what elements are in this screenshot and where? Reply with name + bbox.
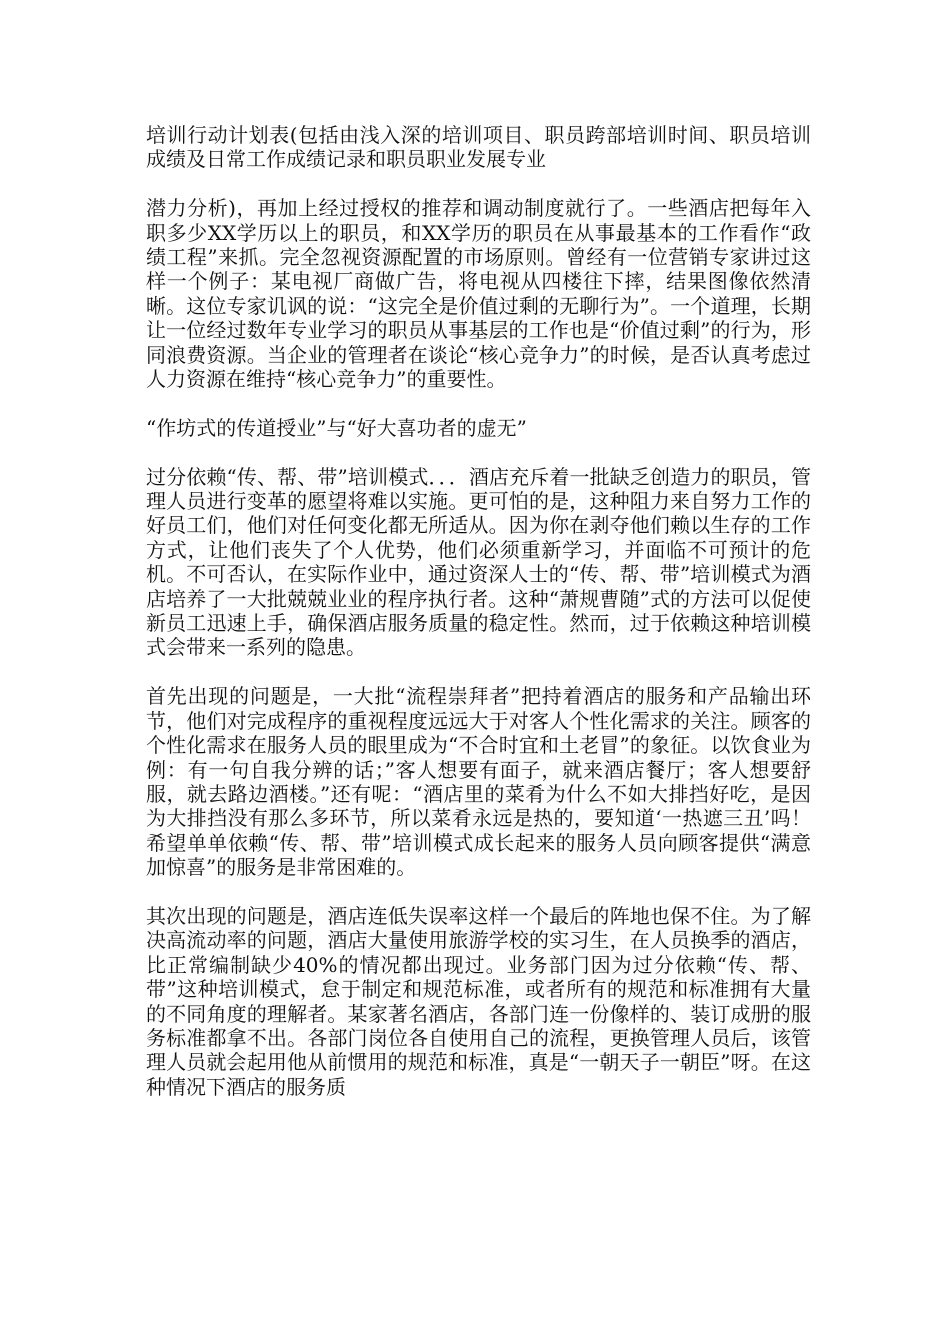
paragraph-first-problem: 首先出现的问题是，一大批“流程崇拜者”把持着酒店的服务和产品输出环节，他们对完成程序的重视程度远远大于对客人个性化需求的关注。顾客的个性化需求在服务人员的眼里成为“不合时宜和土老冒”的象征。以饮食业为例：有一句自我分辨的话；”客人想要有面子，就来酒店餐厅；客人想要舒服，就去路边酒楼。”还有呢：“酒店里的菜肴为什么不如大排挡好吃，是因为大排挡没有那么多环节，所以菜肴永远是热的，要知道‘一热遮三丑’吗！希望单单依赖“传、帮、带”培训模式成长起来的服务人员向顾客提供“满意加惊喜”的服务是非常困难的。 — [146, 684, 811, 880]
paragraph-training-plan: 培训行动计划表(包括由浅入深的培训项目、职员跨部培训时间、职员培训成绩及日常工作成绩记录和职员职业发展专业 — [146, 123, 811, 172]
paragraph-potential-analysis: 潜力分析)，再加上经过授权的推荐和调动制度就行了。一些酒店把每年入职多少XX学历以上的职员，和XX学历的职员在从事最基本的工作看作“政绩工程”来抓。完全忽视资源配置的市场原则。曾经有一位营销专家讲过这样一个例子：某电视厂商做广告，将电视从四楼往下摔，结果图像依然清晰。这位专家讥讽的说：“这完全是价值过剩的无聊行为”。一个道理，长期让一位经过数年专业学习的职员从事基层的工作也是“价值过剩”的行为，形同浪费资源。当企业的管理者在谈论“核心竞争力”的时候，是否认真考虑过人力资源在维持“核心竞争力”的重要性。 — [146, 196, 811, 392]
paragraph-second-problem: 其次出现的问题是，酒店连低失误率这样一个最后的阵地也保不住。为了解决高流动率的问题，酒店大量使用旅游学校的实习生，在人员换季的酒店，比正常编制缺少40%的情况都出现过。业务部门因为过分依赖“传、帮、带”这种培训模式，怠于制定和规范标准，或者所有的规范和标准拥有大量的不同角度的理解者。某家著名酒店，各部门连一份像样的、装订成册的服务标准都拿不出。各部门岗位各自使用自己的流程，更换管理人员后，该管理人员就会起用他从前惯用的规范和标准，真是“一朝天子一朝臣”呀。在这种情况下酒店的服务质 — [146, 903, 811, 1099]
section-heading: “作坊式的传道授业”与“好大喜功者的虚无” — [146, 415, 527, 440]
paragraph-mentoring-model: 过分依赖“传、帮、带”培训模式．．．酒店充斥着一批缺乏创造力的职员，管理人员进行变革的愿望将难以实施。更可怕的是，这种阻力来自努力工作的好员工们，他们对任何变化都无所适从。因为你在剥夺他们赖以生存的工作方式，让他们丧失了个人优势，他们必须重新学习，并面临不可预计的危机。不可否认，在实际作业中，通过资深人士的“传、帮、带”培训模式为酒店培养了一大批兢兢业业的程序执行者。这种“萧规曹随”式的方法可以促使新员工迅速上手，确保酒店服务质量的稳定性。然而，过于依赖这种培训模式会带来一系列的隐患。 — [146, 464, 811, 660]
document-body — [146, 123, 811, 1124]
